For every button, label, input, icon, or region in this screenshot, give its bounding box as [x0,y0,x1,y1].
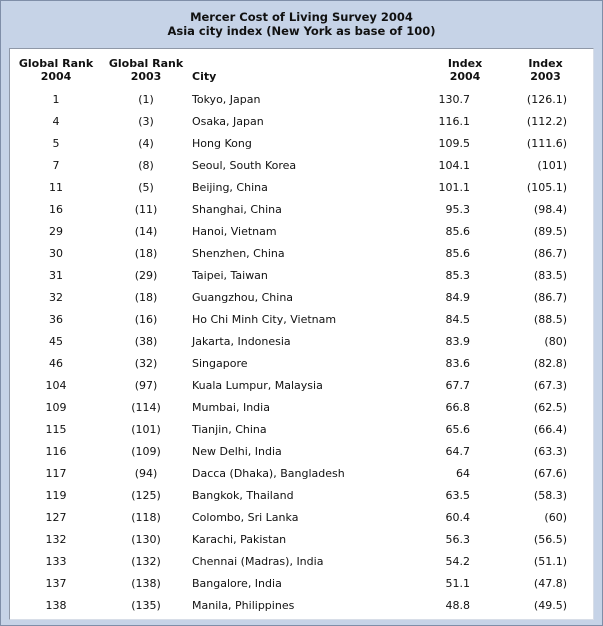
cell-city: Karachi, Pakistan [192,533,287,546]
cell-index-2004: 51.1 [445,577,470,590]
cell-city: Seoul, South Korea [192,159,297,172]
table-row [10,309,593,331]
cell-index-2004: 85.6 [445,247,470,260]
cell-rank-2004: 7 [52,159,60,172]
cell-index-2003: (126.1) [526,93,567,106]
header-global-rank-2004 [10,49,102,89]
table-row [10,551,593,573]
cell-index-2004: 54.2 [445,555,470,568]
cell-index-2003: (56.5) [533,533,567,546]
cell-rank-2003: (114) [131,401,161,414]
header-global-rank-2003 [102,49,190,89]
table-row [10,177,593,199]
cell-rank-2003: (11) [134,203,158,216]
cell-city: Osaka, Japan [192,115,264,128]
cell-rank-2003: (125) [131,489,161,502]
cell-index-2003: (111.6) [526,137,567,150]
cell-index-2004: 60.4 [445,511,470,524]
header-rank2003-line2: 2003 [130,70,162,83]
header-index2003-line2: 2003 [530,70,561,83]
cell-city: New Delhi, India [192,445,282,458]
cell-city: Bangalore, India [192,577,282,590]
cell-rank-2003: (138) [131,577,161,590]
table-row [10,287,593,309]
cell-index-2004: 48.8 [445,599,470,612]
cell-index-2004: 63.5 [445,489,470,502]
cell-rank-2004: 138 [45,599,67,612]
cell-rank-2004: 132 [45,533,67,546]
cell-rank-2003: (118) [131,511,161,524]
cell-city: Mumbai, India [192,401,270,414]
cell-index-2003: (49.5) [533,599,567,612]
cell-rank-2003: (38) [134,335,158,348]
cell-rank-2004: 11 [49,181,63,194]
cell-city: Manila, Philippines [192,599,295,612]
cell-index-2004: 104.1 [438,159,470,172]
header-index2003-line1: Index [528,57,563,70]
table-row [10,485,593,507]
cell-rank-2004: 119 [45,489,67,502]
table-header [10,49,593,89]
table-row [10,331,593,353]
cell-city: Ho Chi Minh City, Vietnam [192,313,337,326]
cell-index-2003: (83.5) [533,269,567,282]
cell-city: Shanghai, China [192,203,282,216]
cell-rank-2003: (135) [131,599,161,612]
cell-index-2004: 64 [456,467,470,480]
table-row [10,111,593,133]
table-row [10,133,593,155]
cell-rank-2004: 46 [49,357,63,370]
header-rank2004-line1: Global Rank [18,57,94,70]
table-row [10,89,593,111]
header-index2004-line1: Index [447,57,483,70]
cell-rank-2003: (32) [134,357,158,370]
header-index-2003 [498,49,593,89]
cell-city: Chennai (Madras), India [192,555,324,568]
cell-rank-2004: 36 [49,313,63,326]
cell-city: Dacca (Dhaka), Bangladesh [192,467,345,480]
cell-index-2004: 84.5 [445,313,470,326]
cell-index-2004: 65.6 [445,423,470,436]
cell-index-2004: 85.3 [445,269,470,282]
table-row [10,155,593,177]
cell-rank-2004: 117 [45,467,67,480]
table-row [10,573,593,595]
cell-index-2003: (86.7) [533,291,567,304]
cell-rank-2003: (109) [131,445,161,458]
cell-rank-2004: 1 [52,93,60,106]
cell-rank-2004: 127 [45,511,67,524]
table-row [10,419,593,441]
cell-rank-2003: (5) [138,181,154,194]
cell-rank-2003: (18) [134,247,158,260]
cell-rank-2004: 116 [45,445,67,458]
cell-index-2003: (63.3) [533,445,567,458]
cell-index-2004: 66.8 [445,401,470,414]
cell-index-2004: 64.7 [445,445,470,458]
cell-index-2003: (51.1) [533,555,567,568]
table-row [10,397,593,419]
cell-rank-2003: (3) [138,115,154,128]
header-rank2004-line2: 2004 [40,70,72,83]
title-line-2: Asia city index (New York as base of 100) [167,24,436,38]
cell-city: Singapore [192,357,248,370]
cell-rank-2004: 30 [49,247,63,260]
table-row [10,375,593,397]
cell-index-2004: 83.9 [445,335,470,348]
table-row [10,507,593,529]
table-row [10,199,593,221]
cell-index-2004: 56.3 [445,533,470,546]
cell-rank-2004: 16 [49,203,63,216]
cell-city: Taipei, Taiwan [192,269,268,282]
cell-index-2004: 95.3 [445,203,470,216]
cell-rank-2003: (101) [131,423,161,436]
cell-city: Beijing, China [192,181,268,194]
cell-index-2003: (62.5) [533,401,567,414]
cell-rank-2004: 133 [45,555,67,568]
cell-index-2004: 101.1 [438,181,470,194]
table-row [10,221,593,243]
cell-city: Colombo, Sri Lanka [192,511,299,524]
cell-rank-2003: (8) [138,159,154,172]
cell-index-2004: 84.9 [445,291,470,304]
cell-rank-2003: (97) [134,379,158,392]
cell-city: Tokyo, Japan [192,93,261,106]
cell-index-2003: (89.5) [533,225,567,238]
cell-index-2003: (66.4) [533,423,567,436]
cell-city: Tianjin, China [192,423,267,436]
cell-rank-2004: 5 [52,137,60,150]
cell-rank-2004: 115 [45,423,67,436]
table-body [10,89,593,617]
cell-index-2003: (60) [544,511,567,524]
cell-rank-2004: 104 [45,379,67,392]
cell-rank-2003: (16) [134,313,158,326]
header-city: City [192,70,217,83]
cell-city: Bangkok, Thailand [192,489,294,502]
header-row [10,49,593,89]
cell-city: Hong Kong [192,137,252,150]
cell-rank-2003: (29) [134,269,158,282]
cell-rank-2004: 4 [52,115,60,128]
cell-index-2004: 130.7 [438,93,470,106]
table-row [10,463,593,485]
table-row [10,595,593,617]
cell-rank-2004: 29 [49,225,63,238]
cell-index-2003: (67.3) [533,379,567,392]
cell-index-2004: 85.6 [445,225,470,238]
cell-rank-2003: (14) [134,225,158,238]
header-index2004-line2: 2004 [449,70,481,83]
cell-rank-2003: (18) [134,291,158,304]
header-index-2004 [432,49,498,89]
cell-rank-2003: (130) [131,533,161,546]
page-title [1,10,602,38]
cell-city: Shenzhen, China [192,247,285,260]
cell-index-2003: (86.7) [533,247,567,260]
cell-rank-2003: (1) [138,93,154,106]
cell-rank-2003: (4) [138,137,154,150]
cell-index-2003: (112.2) [526,115,567,128]
cell-index-2003: (47.8) [533,577,567,590]
cell-index-2004: 116.1 [438,115,470,128]
cell-index-2003: (82.8) [533,357,567,370]
cell-index-2003: (101) [537,159,567,172]
cell-index-2004: 83.6 [445,357,470,370]
cell-index-2003: (88.5) [533,313,567,326]
cell-rank-2004: 137 [45,577,67,590]
cell-city: Hanoi, Vietnam [192,225,277,238]
city-index-table [10,49,593,617]
cell-city: Guangzhou, China [192,291,294,304]
cell-index-2003: (58.3) [533,489,567,502]
cell-rank-2003: (132) [131,555,161,568]
cell-index-2003: (105.1) [526,181,567,194]
cell-index-2003: (98.4) [533,203,567,216]
cell-index-2004: 109.5 [438,137,470,150]
table-row [10,243,593,265]
cell-rank-2004: 32 [49,291,63,304]
table-row [10,265,593,287]
cell-rank-2004: 45 [49,335,63,348]
header-rank2003-line1: Global Rank [108,57,184,70]
cell-city: Jakarta, Indonesia [192,335,291,348]
cell-rank-2004: 31 [49,269,63,282]
cell-index-2004: 67.7 [445,379,470,392]
cell-index-2003: (80) [544,335,567,348]
table-row [10,529,593,551]
title-line-1: Mercer Cost of Living Survey 2004 [190,10,413,24]
cell-rank-2004: 109 [45,401,67,414]
cell-index-2003: (67.6) [533,467,567,480]
table-row [10,441,593,463]
table-row [10,353,593,375]
cell-rank-2003: (94) [134,467,158,480]
cell-city: Kuala Lumpur, Malaysia [192,379,323,392]
table-panel [9,48,594,620]
